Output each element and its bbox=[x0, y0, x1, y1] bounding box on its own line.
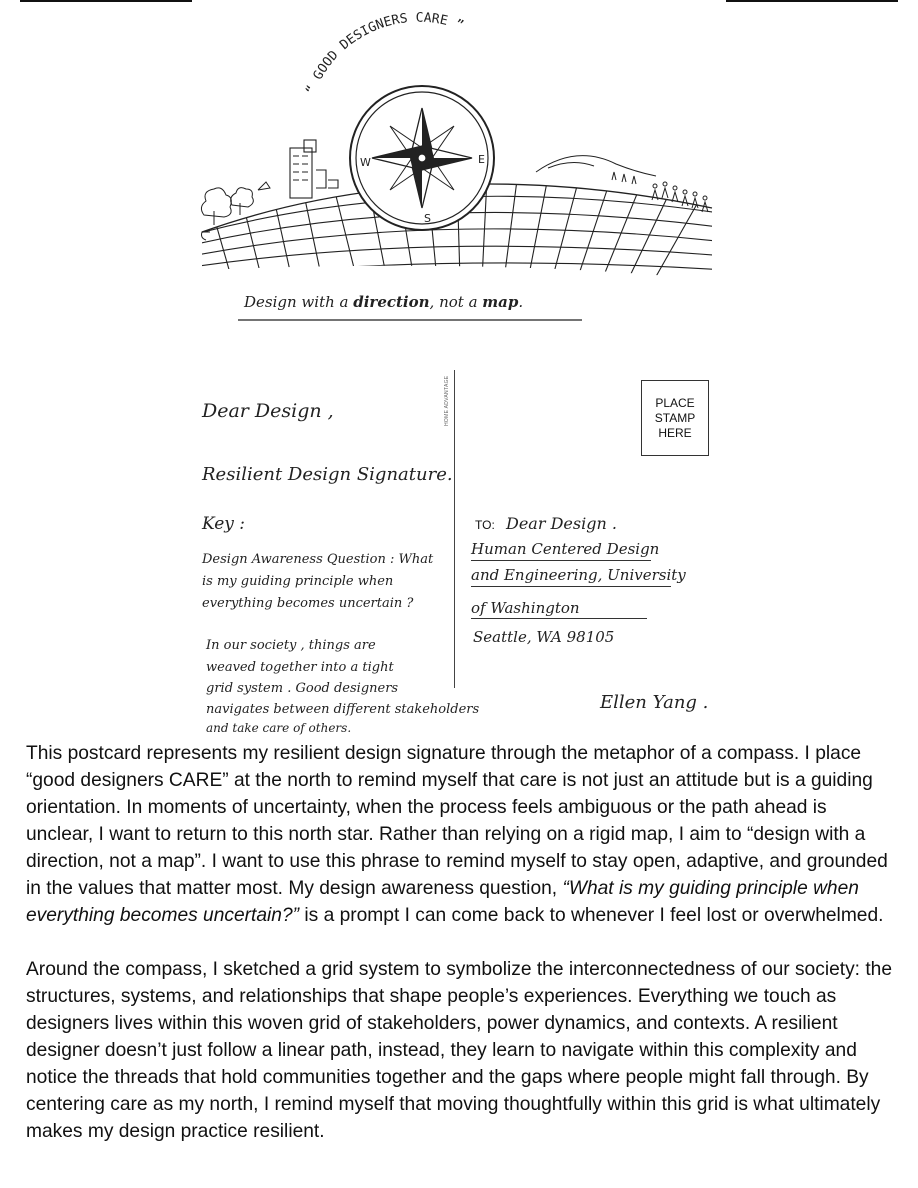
postcard-greeting: Dear Design , bbox=[202, 400, 334, 422]
address-line-5: Seattle, WA 98105 bbox=[473, 628, 615, 646]
essay-paragraph-2: Around the compass, I sketched a grid system to symbolize the interconnectedness of our society: the structures, systems, and relationships that shape people’s experiences. Everything we touch as designers lives within this woven grid of stakeholders, power dynamics, and contexts. A resilient designer doesn’t just follow a linear path, instead, they learn to navigate within this complexity and notice the threads that hold communities together and the gaps where people might fall through. By centering care as my north, I remind myself that moving thoughtfully within this grid is what ultimately makes my design practice resilient. bbox=[26, 959, 893, 1142]
question-line-2: is my guiding principle when bbox=[202, 574, 394, 589]
top-rule-left bbox=[20, 0, 192, 2]
stamp-line-2: STAMP bbox=[654, 410, 696, 425]
compass-e-label: E bbox=[478, 153, 485, 166]
question-line-3: everything becomes uncertain ? bbox=[202, 596, 414, 611]
stamp-line-3: HERE bbox=[658, 425, 692, 440]
to-label: TO: bbox=[475, 518, 495, 532]
stamp-box bbox=[641, 380, 709, 456]
address-line-2: Human Centered Design bbox=[471, 540, 660, 558]
signature: Ellen Yang . bbox=[600, 692, 709, 713]
body-line-3: grid system . Good designers bbox=[206, 681, 399, 696]
arc-text: “ GOOD DESIGNERS CARE ” bbox=[303, 10, 466, 97]
essay-p1-part-a: This postcard represents my resilient design signature through the metaphor of a compass. I place “good designers CARE” at the north to remind myself that care is not just an attitude but is a guiding orientation. In moments of uncertainty, when the process feels ambiguous or the path ahead is unclear, I want to return to this north star. Rather than relying on a rigid map, I aim to “design with a direction, not a map”. I want to use this phrase to remind myself to stay open, adaptive, and grounded in the values that matter most. My design awareness question, bbox=[26, 743, 888, 899]
essay-p1-question: “What is my guiding principle when everything becomes uncertain?” bbox=[26, 878, 859, 926]
key-label: Key : bbox=[202, 514, 246, 534]
essay bbox=[26, 740, 892, 1145]
compass-sketch bbox=[192, 0, 726, 336]
essay-paragraph-1 bbox=[26, 740, 892, 929]
postcard bbox=[192, 366, 726, 738]
postcard-divider bbox=[454, 370, 455, 688]
address-line-3: and Engineering, University bbox=[471, 566, 686, 584]
address-line-1: Dear Design . bbox=[506, 514, 617, 533]
compass-w-label: W bbox=[360, 156, 371, 169]
mountain-and-people bbox=[536, 156, 708, 212]
address-line-4: of Washington bbox=[471, 599, 580, 617]
stamp-line-1: PLACE bbox=[655, 395, 695, 410]
address-underline-1 bbox=[471, 560, 651, 561]
side-print-text: HOME ADVANTAGE bbox=[444, 375, 450, 426]
body-line-5: and take care of others. bbox=[206, 721, 352, 735]
compass-s-label: S bbox=[424, 212, 431, 225]
address-underline-3 bbox=[471, 618, 647, 619]
compass bbox=[350, 86, 494, 230]
top-rule-right bbox=[726, 0, 898, 2]
body-line-1: In our society , things are bbox=[206, 638, 376, 653]
essay-p1-part-b: is a prompt I can come back to whenever I feel lost or overwhelmed. bbox=[299, 905, 884, 926]
question-line-1: Design Awareness Question : What bbox=[202, 552, 434, 567]
sketch-caption: Design with a direction, not a map. bbox=[244, 293, 524, 311]
postcard-title: Resilient Design Signature. bbox=[202, 464, 453, 485]
buildings bbox=[290, 140, 338, 198]
body-line-4: navigates between different stakeholders bbox=[206, 702, 480, 717]
body-line-2: weaved together into a tight bbox=[206, 660, 394, 675]
address-underline-2 bbox=[471, 586, 671, 587]
compass-illustration bbox=[192, 0, 726, 336]
